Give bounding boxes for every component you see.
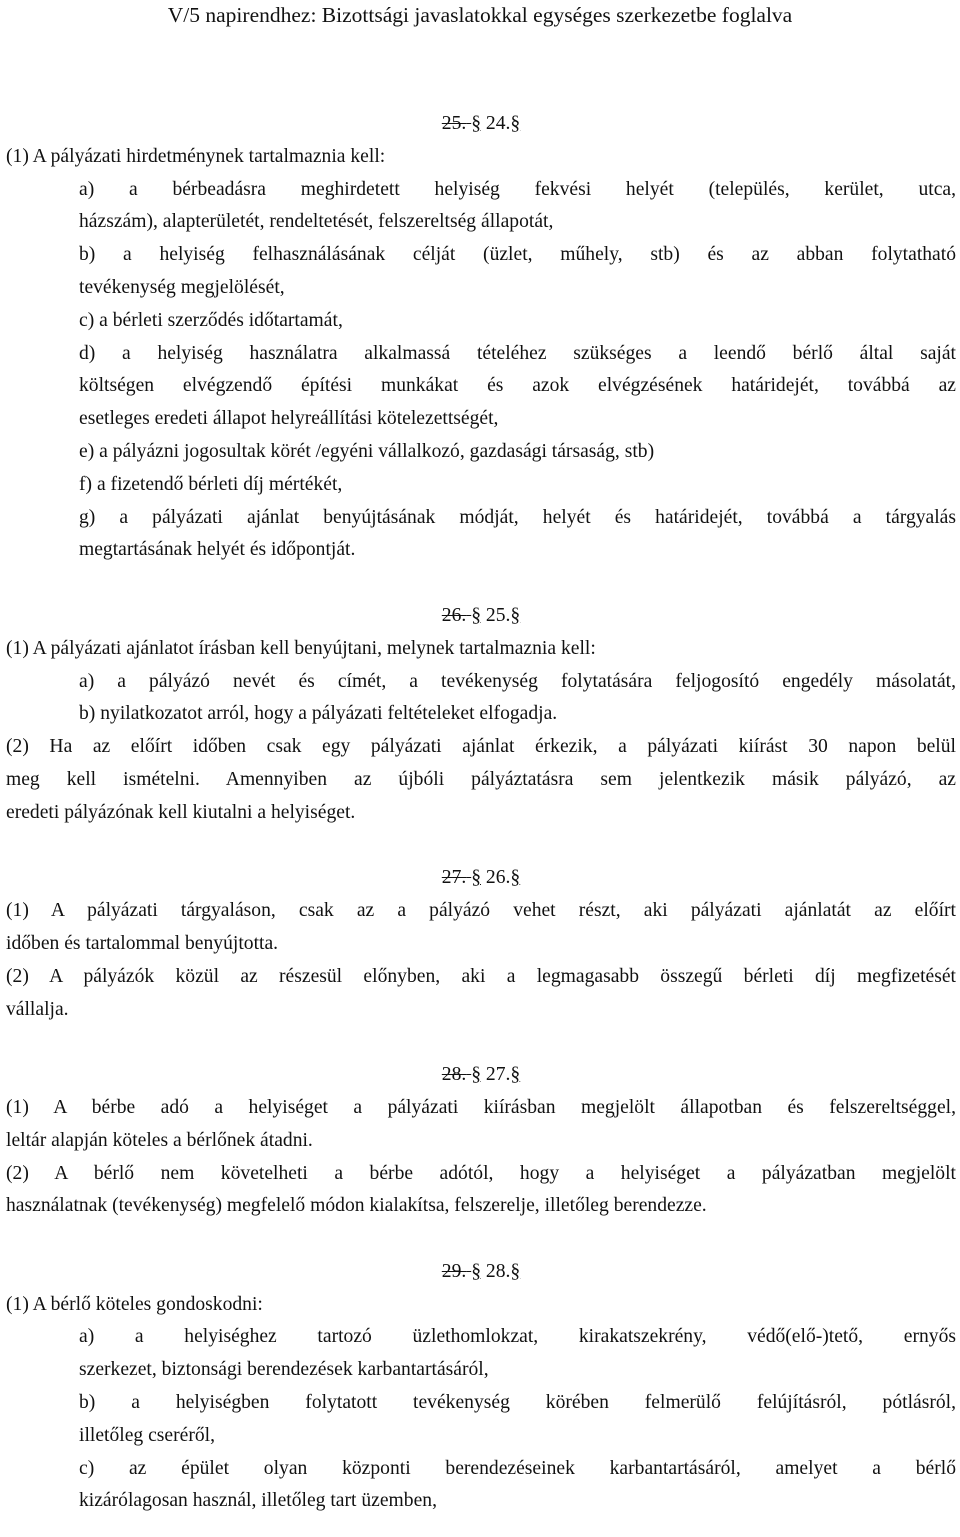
section-sign-new: § (510, 867, 521, 889)
section-sign-new: § (510, 604, 521, 626)
section-heading (6, 862, 956, 895)
document-body (6, 108, 956, 1518)
section-new-number: 27. (481, 1064, 511, 1086)
paragraph-line: (1) A pályázati tárgyaláson, csak az a pályázó vehet részt, aki pályázati ajánlatát az előírt (6, 900, 956, 922)
paragraph-line: (1) A pályázati hirdetménynek tartalmaznia kell: (6, 145, 386, 167)
list-item-line: házszám), alapterületét, rendeltetését, felszereltség állapotát, (79, 211, 554, 233)
paragraph-line: vállalja. (6, 998, 69, 1020)
list-item-line: d) a helyiség használatra alkalmassá tételéhez szükséges a leendő bérlő által saját (79, 342, 956, 364)
section-gap (6, 1223, 956, 1256)
list-item-line: költségen elvégzendő építési munkákat és azok elvégzésének határidejét, továbbá az (79, 375, 956, 397)
section-sign-new: § (510, 113, 521, 134)
list-item-line: a) a helyiséghez tartozó üzlethomlokzat, kirakatszekrény, védő(elő-)tető, ernyős (79, 1326, 956, 1348)
section-sign-old: § (471, 1064, 481, 1086)
section-old-number: 26. (441, 604, 467, 626)
paragraph-line: (1) A pályázati ajánlatot írásban kell benyújtani, melynek tartalmaznia kell: (6, 637, 596, 659)
section-gap (6, 1026, 956, 1059)
list-item-line: c) az épület olyan központi berendezéseinek karbantartásáról, amelyet a bérlő (79, 1457, 956, 1479)
list-item-line: f) a fizetendő bérleti díj mértékét, (79, 473, 343, 495)
paragraph-line: leltár alapján köteles a bérlőnek átadni. (6, 1129, 313, 1151)
list-item-line: illetőleg cseréről, (79, 1424, 216, 1446)
section-old-number: 28. (441, 1064, 467, 1086)
section-old-number: 29. (441, 1260, 467, 1282)
section-sign-new: § (510, 1260, 521, 1282)
list-item-line: b) a helyiségben folytatott tevékenység körében felmerülő felújításról, pótlásról, (79, 1392, 956, 1414)
paragraph-line: meg kell ismételni. Amennyiben az újbóli pályáztatásra sem jelentkezik másik pályázó, az (6, 768, 956, 790)
paragraph-line: (1) A bérlő köteles gondoskodni: (6, 1293, 263, 1315)
section-heading (6, 600, 956, 633)
page-header: V/5 napirendhez: Bizottsági javaslatokkal egységes szerkezetbe foglalva (167, 3, 793, 27)
section-sign-old: § (471, 1260, 481, 1282)
list-item-line: e) a pályázni jogosultak körét /egyéni vállalkozó, gazdasági társaság, stb) (79, 440, 655, 462)
paragraph-line: időben és tartalommal benyújtotta. (6, 932, 279, 954)
paragraph-line: (2) A bérlő nem követelheti a bérbe adótól, hogy a helyiséget a pályázatban megjelölt (6, 1162, 956, 1184)
section-gap (6, 567, 956, 600)
list-item-line: kizárólagosan használ, illetőleg tart üzemben, (79, 1490, 437, 1512)
section-sign-old: § (471, 604, 481, 626)
section-sign-old: § (471, 867, 481, 889)
section-gap (6, 830, 956, 863)
paragraph-line: használatnak (tevékenység) megfelelő módon kialakítsa, felszerelje, illetőleg berendezze. (6, 1195, 707, 1217)
list-item-line: szerkezet, biztonsági berendezések karbantartásáról, (79, 1359, 489, 1381)
list-item-line: esetleges eredeti állapot helyreállítási kötelezettségét, (79, 408, 499, 430)
list-item-line: a) a bérbeadásra meghirdetett helyiség fekvési helyét (település, kerület, utca, (79, 178, 956, 200)
list-item-line: g) a pályázati ajánlat benyújtásának módját, helyét és határidejét, továbbá a tárgyalás (79, 506, 956, 528)
paragraph-line: (2) Ha az előírt időben csak egy pályázati ajánlat érkezik, a pályázati kiírást 30 napon belül (6, 736, 956, 758)
section-heading (6, 1256, 956, 1289)
list-item-line: megtartásának helyét és időpontját. (79, 539, 356, 561)
list-item-line: a) a pályázó nevét és címét, a tevékenység folytatására feljogosító engedély másolatát, (79, 670, 956, 692)
section-heading (6, 1059, 956, 1092)
list-item-line: b) a helyiség felhasználásának célját (üzlet, műhely, stb) és az abban folytatható (79, 244, 956, 266)
list-item-line: b) nyilatkozatot arról, hogy a pályázati feltételeket elfogadja. (79, 703, 558, 725)
paragraph-line: (2) A pályázók közül az részesül előnyben, aki a legmagasabb összegű bérleti díj megfizetését (6, 965, 956, 987)
section-new-number: 24. (481, 113, 511, 134)
section-new-number: 26. (481, 867, 511, 889)
section-new-number: 25. (481, 604, 511, 626)
section-old-number: 25. (441, 113, 467, 134)
section-sign-old: § (471, 113, 481, 134)
paragraph-line: eredeti pályázónak kell kiutalni a helyiséget. (6, 801, 356, 823)
section-new-number: 28. (481, 1260, 511, 1282)
section-old-number: 27. (441, 867, 467, 889)
list-item-line: c) a bérleti szerződés időtartamát, (79, 309, 343, 331)
paragraph-line: (1) A bérbe adó a helyiséget a pályázati kiírásban megjelölt állapotban és felszereltséggel, (6, 1096, 956, 1118)
section-sign-new: § (510, 1064, 521, 1086)
section-heading (6, 108, 956, 141)
list-item-line: tevékenység megjelölését, (79, 276, 285, 298)
